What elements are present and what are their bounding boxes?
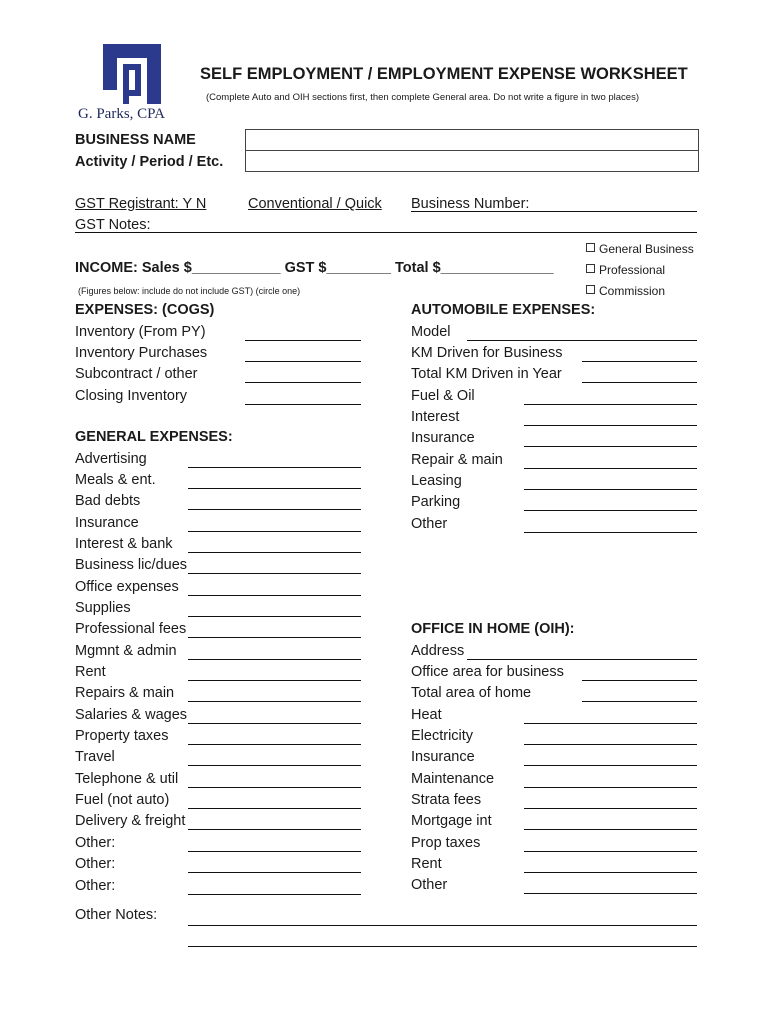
page-subtitle: (Complete Auto and OIH sections first, then complete General area. Do not write a figure in two places): [206, 92, 639, 103]
other-notes-line[interactable]: [188, 946, 697, 947]
entry-line[interactable]: [188, 723, 361, 724]
field-label: Total KM Driven in Year: [411, 366, 562, 383]
entry-line[interactable]: [524, 893, 697, 894]
entry-line[interactable]: [524, 723, 697, 724]
entry-line[interactable]: [524, 446, 697, 447]
entry-line[interactable]: [188, 787, 361, 788]
entry-line[interactable]: [188, 765, 361, 766]
oih-heading: OFFICE IN HOME (OIH):: [411, 621, 575, 637]
field-label: Interest: [411, 408, 460, 425]
entry-line[interactable]: [188, 467, 361, 468]
field-label: Other: [411, 877, 448, 894]
entry-line[interactable]: [524, 808, 697, 809]
cogs-heading: EXPENSES: (COGS): [75, 302, 215, 318]
page-title: SELF EMPLOYMENT / EMPLOYMENT EXPENSE WORKSHEET: [200, 65, 688, 83]
entry-line[interactable]: [188, 595, 361, 596]
field-label: Heat: [411, 706, 442, 723]
income-type-options: [586, 239, 694, 302]
entry-line[interactable]: [524, 489, 697, 490]
field-label: Fuel & Oil: [411, 387, 475, 404]
checkbox-icon: [586, 285, 595, 294]
field-label: Fuel (not auto): [75, 792, 170, 809]
other-notes-line[interactable]: [188, 925, 697, 926]
entry-line[interactable]: [524, 829, 697, 830]
cpa-logo-icon: [103, 44, 161, 104]
entry-line[interactable]: [188, 509, 361, 510]
field-label: Electricity: [411, 727, 474, 744]
gst-method-label: Conventional / Quick: [248, 196, 382, 212]
field-label: Insurance: [411, 430, 475, 447]
business-name-field[interactable]: [245, 129, 699, 151]
field-label: Prop taxes: [411, 834, 481, 851]
income-label: INCOME: Sales $___________ GST $________ Total $______________: [75, 260, 554, 276]
field-label: Parking: [411, 494, 461, 511]
entry-line[interactable]: [582, 361, 697, 362]
entry-line[interactable]: [188, 851, 361, 852]
entry-line[interactable]: [524, 851, 697, 852]
field-label: Model: [411, 323, 451, 340]
field-label: Inventory (From PY): [75, 323, 206, 340]
field-label: Subcontract / other: [75, 366, 198, 383]
business-name-label: BUSINESS NAME: [75, 132, 196, 148]
entry-line[interactable]: [188, 637, 361, 638]
field-label: Insurance: [75, 514, 139, 531]
entry-line[interactable]: [188, 531, 361, 532]
field-label: Other:: [75, 877, 116, 894]
auto-expenses-heading: AUTOMOBILE EXPENSES:: [411, 302, 596, 318]
activity-label: Activity / Period / Etc.: [75, 154, 224, 170]
field-label: Rent: [411, 856, 442, 872]
field-label: Professional fees: [75, 621, 187, 638]
general-expenses-heading: GENERAL EXPENSES:: [75, 429, 233, 445]
entry-line[interactable]: [524, 468, 697, 469]
figures-note: (Figures below: include do not include GST) (circle one): [78, 286, 301, 296]
field-label: Office area for business: [411, 663, 564, 680]
checkbox-icon: [586, 264, 595, 273]
other-notes-label: Other Notes:: [75, 907, 158, 923]
field-label: Repair & main: [411, 451, 503, 468]
entry-line[interactable]: [188, 894, 361, 895]
entry-line[interactable]: [582, 680, 697, 681]
entry-line[interactable]: [524, 744, 697, 745]
field-label: Business lic/dues: [75, 557, 188, 574]
entry-line[interactable]: [188, 701, 361, 702]
field-label: Leasing: [411, 472, 462, 489]
field-label: Insurance: [411, 749, 475, 766]
entry-line[interactable]: [524, 872, 697, 873]
field-label: Office expenses: [75, 578, 179, 595]
checkbox-icon: [586, 243, 595, 252]
entry-line[interactable]: [188, 872, 361, 873]
entry-line[interactable]: [524, 510, 697, 511]
income-option[interactable]: Commission: [586, 281, 694, 302]
firm-name: G. Parks, CPA: [78, 106, 165, 122]
field-label: Maintenance: [411, 770, 495, 787]
field-label: Repairs & main: [75, 685, 175, 702]
field-label: Salaries & wages: [75, 706, 188, 723]
entry-line[interactable]: [524, 425, 697, 426]
entry-line[interactable]: [188, 616, 361, 617]
entry-line[interactable]: [582, 382, 697, 383]
business-number-label: Business Number:: [411, 196, 530, 212]
entry-line[interactable]: [524, 532, 697, 533]
income-option[interactable]: General Business: [586, 239, 694, 260]
field-label: Mgmnt & admin: [75, 642, 177, 659]
entry-line[interactable]: [245, 361, 361, 362]
entry-line[interactable]: [188, 744, 361, 745]
gst-registrant-label: GST Registrant: Y N: [75, 196, 207, 212]
entry-line[interactable]: [188, 488, 361, 489]
field-label: KM Driven for Business: [411, 344, 563, 361]
field-label: Rent: [75, 664, 106, 680]
entry-line[interactable]: [245, 404, 361, 405]
entry-line[interactable]: [524, 404, 697, 405]
field-label: Other:: [75, 856, 116, 873]
field-label: Advertising: [75, 450, 147, 467]
field-label: Telephone & util: [75, 770, 179, 787]
entry-line[interactable]: [188, 808, 361, 809]
entry-line[interactable]: [524, 765, 697, 766]
entry-line[interactable]: [188, 573, 361, 574]
field-label: Mortgage int: [411, 813, 492, 830]
entry-line[interactable]: [188, 659, 361, 660]
entry-line[interactable]: [188, 829, 361, 830]
field-label: Inventory Purchases: [75, 344, 208, 361]
field-label: Travel: [75, 749, 115, 766]
field-label: Closing Inventory: [75, 387, 188, 404]
entry-line[interactable]: [582, 701, 697, 702]
activity-field[interactable]: [245, 150, 699, 172]
field-label: Bad debts: [75, 493, 141, 510]
field-label: Strata fees: [411, 791, 482, 808]
entry-line[interactable]: [188, 552, 361, 553]
entry-line[interactable]: [524, 787, 697, 788]
field-label: Interest & bank: [75, 535, 173, 552]
entry-line[interactable]: [245, 340, 361, 341]
gst-notes-line[interactable]: [75, 232, 697, 233]
entry-line[interactable]: [467, 340, 697, 341]
gst-notes-label: GST Notes:: [75, 217, 151, 233]
entry-line[interactable]: [188, 680, 361, 681]
entry-line[interactable]: [245, 382, 361, 383]
business-number-line[interactable]: [411, 211, 697, 212]
field-label: Other: [411, 515, 448, 532]
field-label: Property taxes: [75, 728, 169, 745]
field-label: Other:: [75, 834, 116, 851]
field-label: Total area of home: [411, 685, 532, 702]
field-label: Meals & ent.: [75, 471, 156, 488]
entry-line[interactable]: [467, 659, 697, 660]
income-option[interactable]: Professional: [586, 260, 694, 281]
field-label: Supplies: [75, 599, 131, 616]
field-label: Address: [411, 642, 465, 659]
field-label: Delivery & freight: [75, 813, 186, 830]
